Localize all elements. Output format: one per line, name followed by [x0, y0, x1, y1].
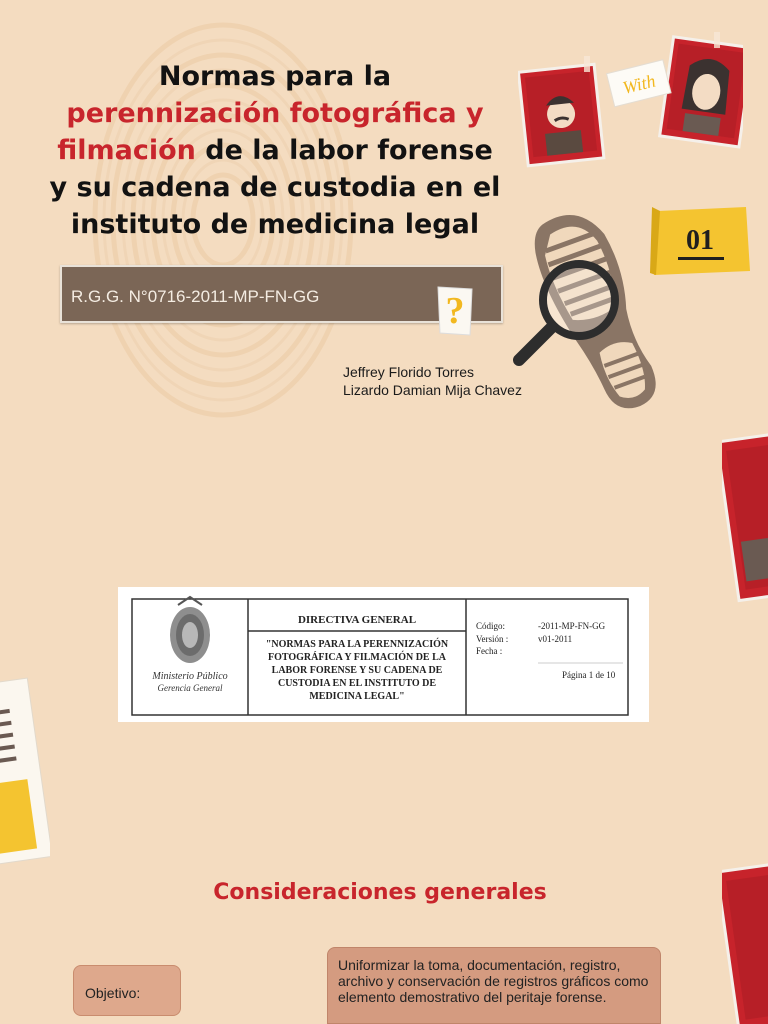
org-name: Ministerio Público [152, 671, 228, 682]
version-label: Versión : [476, 634, 509, 644]
authors-list [343, 363, 522, 399]
author-name: Lizardo Damian Mija Chavez [343, 382, 522, 398]
title-line-1: Normas para la [158, 61, 392, 92]
document-body-line: LABOR FORENSE Y SU CADENA DE [271, 665, 443, 676]
question-note-icon [436, 285, 474, 337]
badge-number: 01 [686, 225, 714, 256]
section-heading: Consideraciones generales [213, 880, 547, 905]
document-header: DIRECTIVA GENERAL [297, 614, 417, 626]
title-line-3-rest: de la labor forense [195, 135, 493, 166]
page-title [40, 58, 510, 243]
document-body-line: MEDICINA LEGAL" [309, 691, 405, 702]
document-body-line: CUSTODIA EN EL INSTITUTO DE [277, 678, 437, 689]
title-line-5: instituto de medicina legal [70, 209, 480, 240]
version-value: v01-2011 [538, 634, 573, 644]
org-subname: Gerencia General [157, 683, 223, 693]
objective-description: Uniformizar la toma, documentación, registro, archivo y conservación de registros gráficos como elemento demostrativo del peritaje forense. [338, 957, 649, 1005]
objective-description-box [327, 947, 661, 1024]
directive-document-scan [118, 587, 649, 722]
shoeprint-magnifier-illustration [505, 200, 675, 420]
document-body-line: "NORMAS PARA LA PERENNIZACIÓN [265, 639, 449, 650]
document-body-line: FOTOGRÁFICA Y FILMACIÓN DE LA [268, 652, 446, 663]
title-highlight-1: perennización fotográfica y [66, 98, 484, 129]
author-name: Jeffrey Florido Torres [343, 364, 474, 380]
objective-label-box [73, 965, 181, 1016]
edge-note-decoration [0, 670, 50, 870]
ministry-seal-icon [170, 597, 210, 663]
title-highlight-2: filmación [57, 135, 196, 166]
title-line-4: y su cadena de custodia en el [49, 172, 501, 203]
page-number: Página 1 de 10 [562, 670, 616, 680]
edge-photo-decoration [722, 430, 768, 610]
code-label: Código: [476, 621, 506, 631]
resolution-code: R.G.G. N°0716-2011-MP-FN-GG [71, 287, 320, 306]
suspect-photos-decoration [518, 28, 743, 168]
question-mark: ? [445, 290, 465, 332]
with-tag-text: With [620, 70, 658, 98]
objective-label: Objetivo: [85, 985, 141, 1001]
code-value: -2011-MP-FN-GG [538, 621, 606, 631]
date-label: Fecha : [476, 646, 503, 656]
